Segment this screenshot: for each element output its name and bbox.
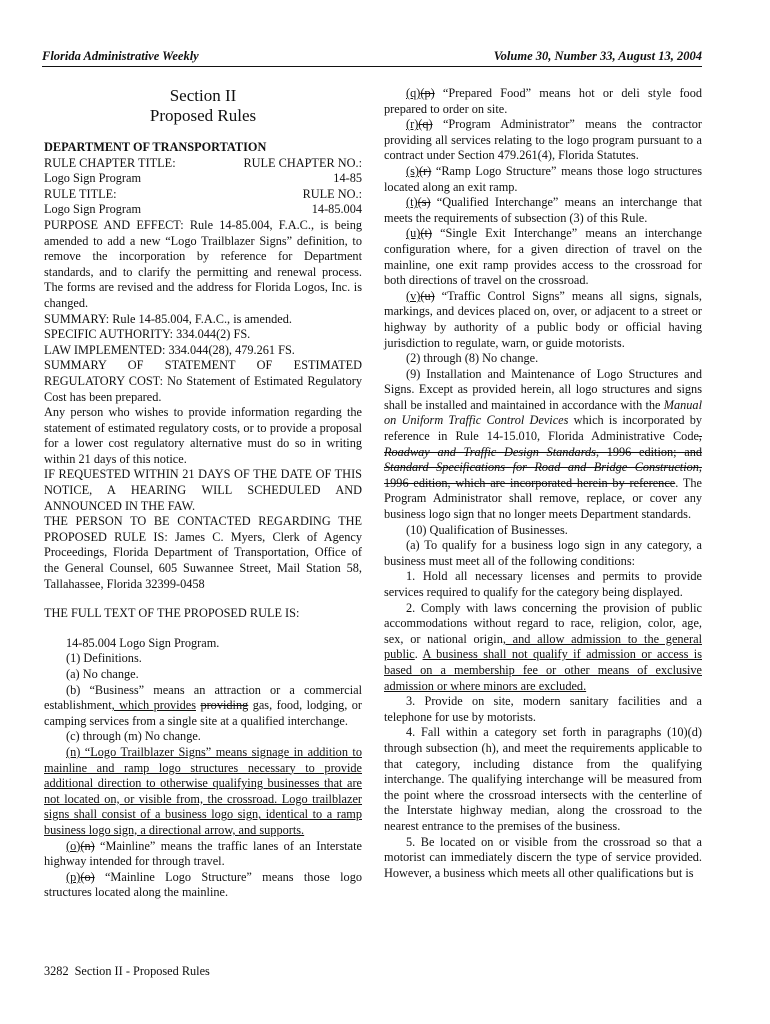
item-9-del-5: , 1996 edition, which are incorporated herein by reference	[384, 460, 702, 490]
item-b-start: (b) “Business” means an attraction or a commercial establishment	[44, 682, 362, 713]
purpose-paragraph: PURPOSE AND EFFECT: Rule 14-85.004, F.A.C., is being amended to add a new “Logo Trailblazer Signs” definition, to remove the incorporation by reference for Department standards, and to clarify the permitting and renewal process. The forms are revised and the address for Florida Logos, Inc. is changed.	[44, 217, 362, 310]
item-9-del-4	[384, 460, 699, 474]
item-o-ins: (o)	[66, 838, 81, 853]
item-u	[384, 226, 702, 288]
item-9-del-4-text: Standard Specifications for Road and Bridge Construction	[384, 460, 699, 475]
item-9-del-1: ,	[698, 429, 702, 444]
condition-2	[384, 601, 702, 695]
item-9-start: (9) Installation and Maintenance of Logo Structures and Signs. Except as provided herein, all logo structures and signs shall be installed and maintained in accordance with the	[384, 366, 702, 412]
item-a: (a) No change.	[66, 667, 139, 681]
item-q-del: (p)	[420, 86, 435, 100]
item-9-end: . The Program Administrator shall remove, replace, or cover any business logo sign that no longer meets Department standards.	[384, 475, 703, 522]
item-r-del: (q)	[418, 117, 433, 132]
item-n-inserted: (n) “Logo Trailblazer Signs” means signage in addition to mainline and ramp logo structures necessary to provide additional direction to otherwise qualifying businesses that are not located on, or visible from, the crossroad. Logo trailblazer signs shall consist of a business logo sign, identical to a ramp business logo sign, a directional arrow, and supports.	[44, 744, 362, 837]
item-t-ins: (t)	[406, 195, 418, 210]
page-number: 3282	[44, 964, 69, 978]
item-9-del-3: , 1996 edition; and	[595, 444, 703, 459]
condition-2-start: 2. Comply with laws concerning the provision of public accommodations without regard to race, religion, color, age, sex, or national origin	[384, 600, 702, 646]
item-u-del: (t)	[420, 226, 432, 241]
item-n	[44, 745, 362, 839]
item-t-del: (s)	[417, 195, 431, 210]
contact-paragraph: THE PERSON TO BE CONTACTED REGARDING THE PROPOSED RULE IS: James C. Myers, Clerk of Agency Proceedings, Florida Department of Transportation, Office of the General Counsel, 605 Suwannee Street, Mail Station 58, Tallahassee, Florida 32399-0458	[44, 514, 362, 591]
header-rule	[42, 66, 702, 67]
item-s-ins: (s)	[406, 163, 419, 178]
item-u-text: “Single Exit Interchange” means an interchange configuration where, for a given direction of travel on the mainline, one exit ramp provides access to the crossroad for both directions of travel on the crossroad.	[384, 226, 702, 288]
condition-1: 1. Hold all necessary licenses and permits to provide services required to qualify for the category being displayed.	[384, 569, 702, 599]
full-text-heading: THE FULL TEXT OF THE PROPOSED RULE IS:	[44, 606, 300, 621]
item-v-ins: (v)	[406, 288, 421, 303]
rule-no: 14-85.004	[311, 202, 362, 217]
chapter-title-label: RULE CHAPTER TITLE:	[44, 155, 176, 170]
item-u-ins: (u)	[406, 226, 421, 241]
item-t-text: “Qualified Interchange” means an interchange that meets the requirements of subsection (3) of this Rule.	[384, 195, 702, 225]
condition-5: 5. Be located on or visible from the crossroad so that a motorist can immediately discern the type of service provided. However, a business which meets all other qualifications but is	[384, 834, 702, 880]
rule-heading: 14-85.004 Logo Sign Program.	[66, 635, 220, 650]
item-q-text: “Prepared Food” means hot or deli style food prepared to order on site.	[384, 86, 702, 116]
items-c-m: (c) through (m) No change.	[66, 729, 201, 744]
law-implemented-paragraph: LAW IMPLEMENTED: 334.044(28), 479.261 FS.	[44, 342, 295, 357]
item-s	[384, 164, 702, 195]
any-person-paragraph: Any person who wishes to provide information regarding the statement of estimated regulatory costs, or to provide a proposal for a lower cost regulatory alternative must do so in writing within 21 days of this notice.	[44, 405, 362, 466]
item-b-deleted: providing	[200, 698, 249, 713]
item-r-text: “Program Administrator” means the contractor providing all services relating to the logo program pursuant to a contract under Section 479.261(4), Florida Statutes.	[384, 117, 702, 163]
condition-2-ins-1: , and allow admission to the general public	[384, 631, 702, 662]
item-b-end: gas, food, lodging, or camping services from a single site at a qualified interchange.	[44, 698, 363, 728]
item-r	[384, 117, 702, 164]
condition-2-mid: .	[414, 647, 423, 662]
chapter-no: 14-85	[333, 171, 362, 186]
summary-paragraph: SUMMARY: Rule 14-85.004, F.A.C., is amended.	[44, 311, 292, 326]
rule-title-label: RULE TITLE:	[44, 186, 117, 201]
left-column	[44, 86, 362, 901]
chapter-title: Logo Sign Program	[44, 171, 142, 186]
item-b-inserted: , which provides	[111, 698, 196, 713]
condition-4: 4. Fall within a category set forth in paragraphs (10)(d) through subsection (h), and meet the requirements applicable to that category, including distance from the qualifying interchange. The qualifying interchange will be measured from the point where the crossroad intersects with the centerline of the Interstate highway median, along the crossroad to the nearest entrance to the premises of the business.	[384, 725, 702, 833]
item-9-mid: which is incorporated by reference in Rule 14-15.010, Florida Administrative Code	[384, 413, 702, 444]
regulatory-cost-paragraph: SUMMARY OF STATEMENT OF ESTIMATED REGULATORY COST: No Statement of Estimated Regulatory Cost has been prepared.	[44, 358, 362, 404]
item-10: (10) Qualification of Businesses.	[406, 522, 568, 537]
condition-2-ins-2: A business shall not qualify if admission or access is based on a membership fee or other means of exclusive admission or where minors are excluded.	[384, 647, 702, 693]
footer-section-label: Section II - Proposed Rules	[74, 964, 210, 978]
item-b	[44, 683, 362, 730]
item-p	[44, 870, 362, 901]
item-t	[384, 195, 702, 226]
section-number: Section II	[169, 86, 237, 105]
item-v-del: (u)	[420, 288, 435, 303]
condition-3: 3. Provide on site, modern sanitary facilities and a telephone for use by motorists.	[384, 694, 702, 724]
volume-info: Volume 30, Number 33, August 13, 2004	[493, 49, 702, 63]
item-9-del-2-text: Roadway and Traffic Design Standards	[384, 444, 596, 459]
rule-values-row	[44, 202, 362, 218]
publication-title: Florida Administrative Weekly	[42, 49, 199, 63]
section-title: Proposed Rules	[149, 106, 257, 125]
item-p-text: “Mainline Logo Structure” means those logo structures located along the mainline.	[44, 869, 362, 900]
item-10-a: (a) To qualify for a business logo sign in any category, a business must meet all of the following conditions:	[384, 538, 702, 568]
chapter-no-label: RULE CHAPTER NO.:	[243, 155, 362, 170]
item-9-manual: Manual on Uniform Traffic Control Devices	[384, 397, 702, 428]
item-q	[384, 86, 702, 117]
hearing-paragraph: IF REQUESTED WITHIN 21 DAYS OF THE DATE OF THIS NOTICE, A HEARING WILL SCHEDULED AND ANNOUNCED IN THE FAW.	[44, 467, 362, 513]
item-s-del: (r)	[418, 163, 432, 178]
department-heading: DEPARTMENT OF TRANSPORTATION	[44, 140, 267, 154]
definitions-line: (1) Definitions.	[66, 651, 142, 666]
rule-no-label: RULE NO.:	[302, 186, 362, 201]
item-r-ins: (r)	[406, 117, 419, 132]
item-p-ins: (p)	[66, 869, 81, 884]
right-column	[384, 86, 702, 881]
item-9	[384, 367, 702, 523]
rule-labels-row	[44, 187, 362, 203]
item-o	[44, 839, 362, 870]
item-p-del: (o)	[80, 869, 95, 884]
items-2-8: (2) through (8) No change.	[406, 351, 539, 366]
item-9-del-2	[384, 445, 596, 459]
page-footer	[44, 964, 210, 979]
item-s-text: “Ramp Logo Structure” means those logo structures located along an exit ramp.	[384, 163, 702, 194]
chapter-labels-row	[44, 156, 362, 172]
item-o-del: (n)	[80, 838, 95, 853]
item-o-text: “Mainline” means the traffic lanes of an Interstate highway intended for through travel.	[44, 838, 362, 869]
item-q-ins: (q)	[406, 86, 421, 100]
item-v-text: “Traffic Control Signs” means all signs, signals, markings, and devices placed on, over, or adjacent to a street or highway by authority of a public body or official having jurisdiction to regulate, warn, or guide motorists.	[384, 288, 702, 350]
chapter-values-row	[44, 171, 362, 187]
authority-paragraph: SPECIFIC AUTHORITY: 334.044(2) FS.	[44, 327, 251, 342]
item-v	[384, 289, 702, 351]
rule-title: Logo Sign Program	[44, 202, 142, 217]
